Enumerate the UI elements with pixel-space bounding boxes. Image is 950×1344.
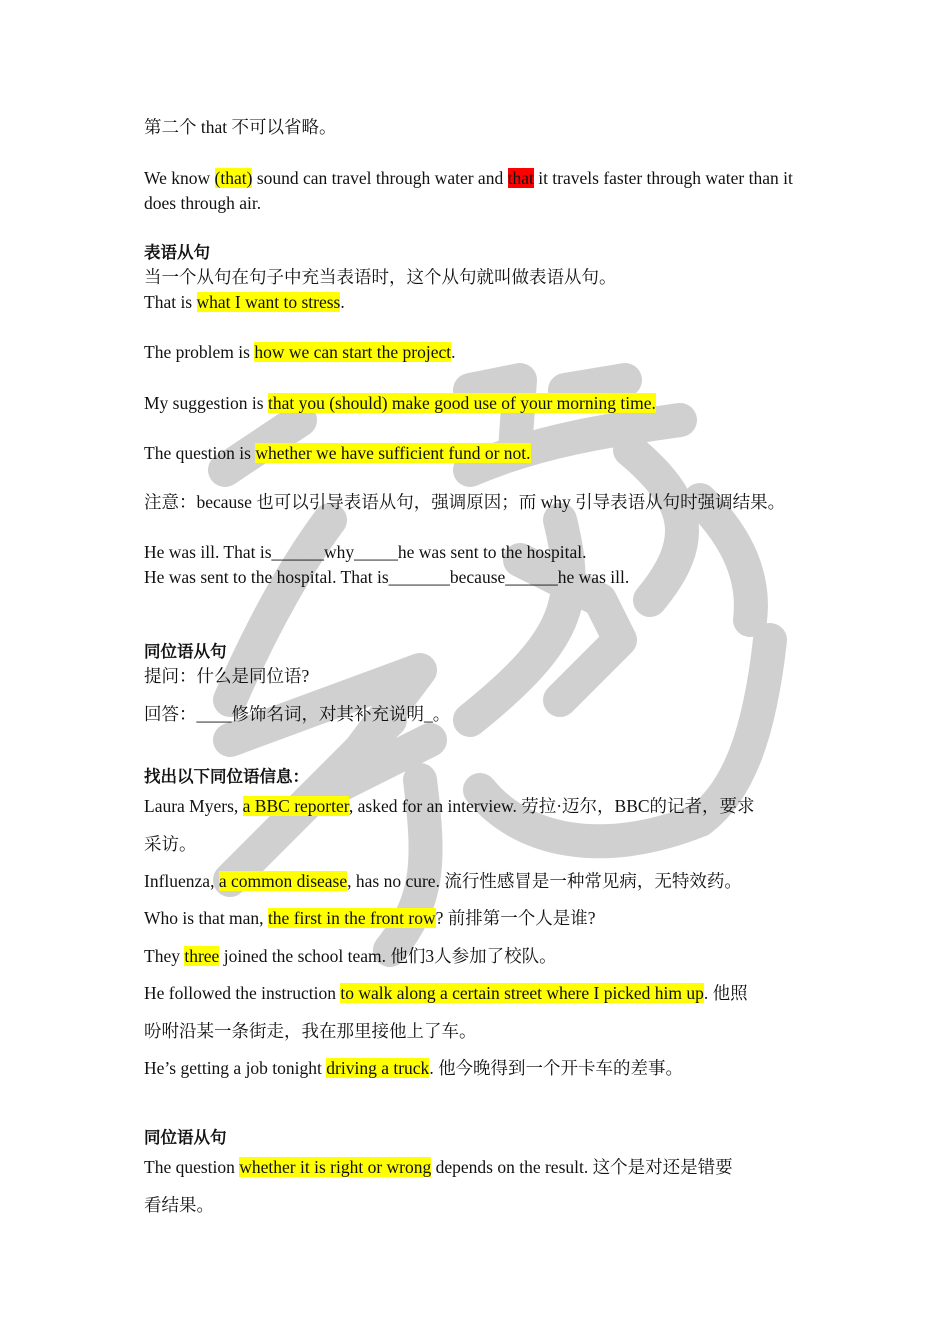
highlight: driving a truck: [326, 1058, 430, 1078]
section-heading-appositive: 同位语从句: [144, 642, 227, 661]
example-line: The problem is how we can start the project.: [144, 342, 456, 362]
highlight: (that): [214, 168, 253, 188]
exercise-line: He was ill. That is______why_____he was sent to the hospital.: [144, 542, 587, 562]
intro-note: 第二个 that 不可以省略。: [144, 117, 337, 137]
highlight-red: that: [507, 168, 534, 188]
exercise-line: He was sent to the hospital. That is_______because______he was ill.: [144, 567, 630, 587]
section-heading-find: 找出以下同位语信息：: [144, 767, 309, 786]
highlight: the first in the front row: [267, 908, 436, 928]
highlight: that you (should) make good use of your morning time.: [267, 393, 656, 413]
highlight: to walk along a certain street where I picked him up: [340, 983, 704, 1003]
list-item: Influenza, a common disease, has no cure. 流行性感冒是一种常见病，无特效药。: [144, 871, 742, 891]
section-heading-predicative: 表语从句: [144, 243, 210, 262]
highlight: a common disease: [218, 871, 348, 891]
list-item-continuation: 采访。: [144, 834, 197, 854]
list-item: Laura Myers, a BBC reporter, asked for an interview. 劳拉·迈尔，BBC的记者，要求: [144, 796, 755, 816]
list-item: They three joined the school team. 他们3人参加了校队。: [144, 946, 557, 966]
list-item-continuation: 看结果。: [144, 1195, 214, 1215]
answer-line: 回答：____修饰名词，对其补充说明_。: [144, 704, 451, 724]
highlight: how we can start the project: [254, 342, 452, 362]
list-item: Who is that man, the first in the front row? 前排第一个人是谁?: [144, 908, 596, 928]
highlight: a BBC reporter: [242, 796, 349, 816]
example-line: The question whether it is right or wrong depends on the result. 这个是对还是错要: [144, 1157, 733, 1177]
highlight: what I want to stress: [196, 292, 341, 312]
example-line: The question is whether we have sufficient fund or not.: [144, 443, 531, 463]
section-heading-appositive-clause: 同位语从句: [144, 1128, 227, 1147]
example-line: That is what I want to stress.: [144, 292, 345, 312]
question-line: 提问：什么是同位语?: [144, 666, 310, 686]
highlight: three: [184, 946, 220, 966]
highlight: whether we have sufficient fund or not.: [255, 443, 531, 463]
list-item: He’s getting a job tonight driving a truck. 他今晚得到一个开卡车的差事。: [144, 1058, 684, 1078]
list-item-continuation: 吩咐沿某一条街走，我在那里接他上了车。: [144, 1021, 477, 1041]
highlight: whether it is right or wrong: [239, 1157, 432, 1177]
example-sentence: We know (that) sound can travel through water and that it travels faster through water than it does through air.: [144, 168, 793, 213]
note-because-why: 注意：because 也可以引导表语从句，强调原因；而 why 引导表语从句时强调结果。: [144, 492, 786, 512]
list-item: He followed the instruction to walk along a certain street where I picked him up. 他照: [144, 983, 748, 1003]
predicative-definition: 当一个从句在句子中充当表语时，这个从句就叫做表语从句。: [144, 267, 617, 287]
example-line: My suggestion is that you (should) make good use of your morning time.: [144, 393, 656, 413]
